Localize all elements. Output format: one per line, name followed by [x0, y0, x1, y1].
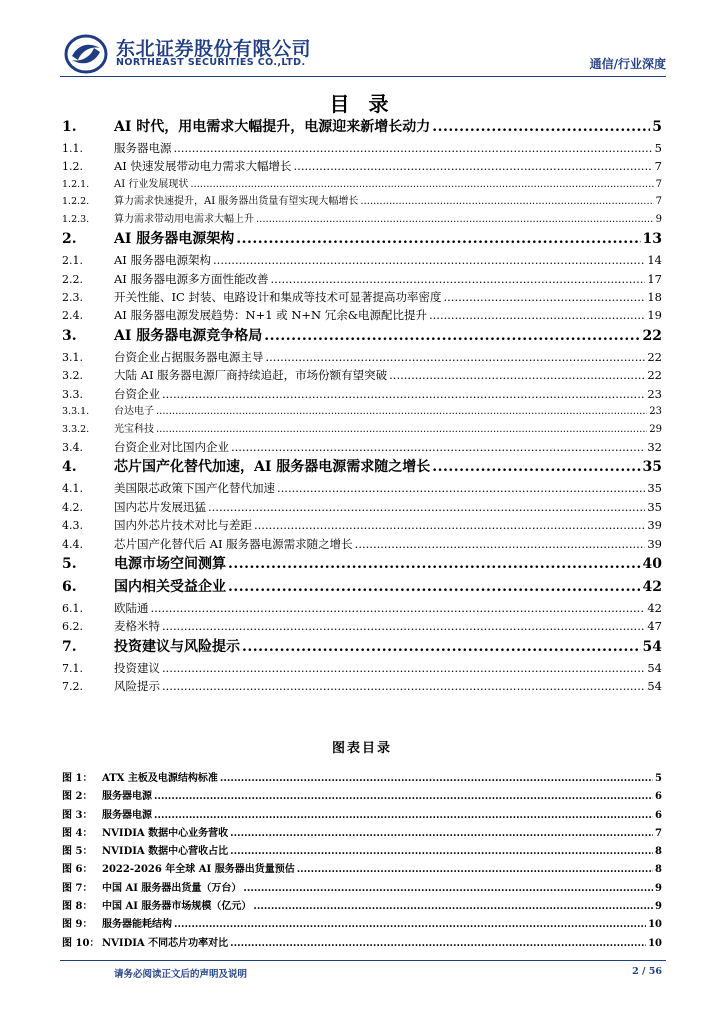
figure-entry-title: 2022-2026 年全球 AI 服务器出货量预估	[102, 864, 295, 876]
toc-entry-page: 54	[647, 660, 662, 675]
toc-entry-title: 算力需求带动用电需求大幅上升	[114, 213, 254, 225]
toc-entry[interactable]	[62, 456, 662, 479]
toc-entry-title: 大陆 AI 服务器电源厂商持续追赶，市场份额有望突破	[114, 368, 388, 383]
dot-leader	[156, 403, 647, 421]
figure-entry-number: 图 1：	[62, 773, 93, 784]
toc-entry[interactable]	[62, 306, 662, 324]
dot-leader	[156, 421, 647, 439]
toc-entry-page: 9	[655, 213, 662, 225]
figure-entry-page: 5	[655, 773, 662, 784]
dot-leader	[297, 861, 653, 879]
toc-entry[interactable]	[62, 535, 662, 553]
dot-leader	[236, 228, 640, 251]
toc-entry[interactable]	[62, 288, 662, 306]
figure-entry[interactable]	[62, 825, 662, 843]
toc-entry-page: 18	[647, 290, 662, 305]
toc-entry[interactable]	[62, 139, 662, 157]
toc-entry-number: 2.	[62, 231, 77, 248]
toc-entry-title: 国内相关受益企业	[114, 578, 226, 595]
footer-divider	[60, 960, 666, 961]
figure-entry-title: 中国 AI 服务器市场规模（亿元）	[102, 901, 252, 913]
toc-entry-number: 5.	[62, 555, 77, 572]
toc-entry-title: 国内外芯片技术对比与差距	[114, 518, 252, 533]
toc-entry-page: 14	[647, 253, 662, 268]
toc-entry-number: 2.4.	[62, 309, 83, 323]
figure-entry-number: 图 4：	[62, 827, 93, 839]
toc-entry[interactable]	[62, 385, 662, 403]
figure-entry-title: NVIDIA 数据中心业务营收	[102, 827, 229, 839]
dot-leader	[360, 193, 653, 211]
toc-entry[interactable]	[62, 438, 662, 456]
dot-leader	[254, 516, 645, 534]
figure-entry-number: 图 9：	[62, 919, 93, 931]
figure-entry-page: 9	[655, 901, 662, 913]
figure-entry[interactable]	[62, 861, 662, 879]
footer-disclaimer: 请务必阅读正文后的声明及说明	[114, 969, 248, 980]
toc-entry-page: 32	[647, 440, 662, 455]
toc-entry-page: 42	[642, 578, 662, 595]
toc-entry-page: 54	[647, 679, 662, 694]
dot-leader	[190, 176, 653, 194]
dot-leader	[432, 116, 650, 139]
toc-entry-page: 35	[642, 459, 662, 476]
toc-entry-page: 7	[655, 178, 662, 190]
figure-entry-page: 6	[655, 791, 662, 803]
toc-entry-page: 17	[647, 271, 662, 286]
toc-entry-number: 7.	[62, 638, 77, 655]
figure-entry-title: 服务器能耗结构	[102, 919, 172, 931]
toc-entry-number: 3.4.	[62, 441, 83, 455]
dot-leader	[162, 617, 645, 635]
toc-entry[interactable]	[62, 659, 662, 677]
toc-entry-number: 1.1.	[62, 142, 83, 155]
northeast-securities-logo-icon	[64, 34, 108, 74]
toc-entry-page: 29	[649, 423, 662, 435]
toc-entry-title: 台资企业	[114, 386, 160, 401]
toc-entry-title: AI 服务器电源发展趋势：N+1 或 N+N 冗余&电源配比提升	[114, 308, 427, 323]
toc-entry-page: 54	[642, 638, 662, 655]
figure-entry-title: NVIDIA 数据中心营收占比	[102, 846, 229, 858]
toc-entry-title: 投资建议与风险提示	[114, 638, 240, 655]
figure-entry-title: 服务器电源	[102, 791, 152, 803]
toc-entry-title: 台资企业占据服务器电源主导	[114, 349, 264, 364]
figure-entry-number: 图 6：	[62, 864, 93, 876]
figure-entry-number: 图 7：	[62, 882, 93, 894]
toc-entry-title: 风险提示	[114, 679, 160, 694]
figure-entry[interactable]	[62, 770, 662, 788]
figure-entry-title: NVIDIA 不同芯片功率对比	[102, 937, 229, 949]
toc-entry-number: 4.2.	[62, 500, 83, 514]
toc-entry-number: 3.3.1.	[62, 406, 90, 418]
toc-entry[interactable]	[62, 403, 662, 421]
toc-entry-title: 国内芯片发展迅猛	[114, 499, 206, 514]
toc-entry-number: 2.3.	[62, 291, 83, 305]
figures-heading: 图表目录	[331, 741, 392, 756]
page-number: 2 / 56	[632, 966, 662, 977]
figure-entry-page: 8	[655, 846, 662, 858]
toc-entry[interactable]	[62, 576, 662, 599]
toc-entry-title: 芯片国产化替代后 AI 服务器电源需求随之增长	[114, 536, 353, 551]
toc-entry[interactable]	[62, 636, 662, 659]
toc-entry-page: 13	[642, 231, 662, 248]
figure-entry[interactable]	[62, 880, 662, 898]
figure-entry-page: 8	[655, 864, 662, 876]
toc-entry-title: AI 快速发展带动电力需求大幅增长	[114, 159, 292, 174]
dot-leader	[228, 576, 641, 599]
figure-entry-page: 10	[648, 919, 662, 931]
toc-entry-page: 23	[649, 406, 662, 418]
report-type: 通信/行业深度	[589, 57, 666, 71]
toc-entry-page: 39	[647, 536, 662, 551]
toc-entry-page: 42	[647, 600, 662, 615]
toc-entry-title: AI 服务器电源架构	[114, 253, 212, 268]
toc-entry[interactable]	[62, 251, 662, 269]
toc-entry-page: 5	[652, 119, 662, 135]
toc-entry-number: 4.3.	[62, 519, 83, 533]
toc-entry-title: 麦格米特	[114, 619, 160, 634]
dot-leader	[389, 366, 645, 384]
dot-leader	[294, 157, 653, 175]
toc-entry[interactable]	[62, 553, 662, 576]
toc-entry-title: 台达电子	[114, 406, 154, 418]
figure-entry[interactable]	[62, 788, 662, 806]
toc-entry-page: 35	[647, 499, 662, 514]
toc-entry-title: AI 服务器电源多方面性能改善	[114, 271, 269, 286]
dot-leader	[220, 770, 653, 788]
figure-entry[interactable]	[62, 916, 662, 934]
figure-entry[interactable]	[62, 935, 662, 953]
toc-entry-title: 台资企业对比国内企业	[114, 440, 229, 455]
toc-heading: 目 录	[329, 92, 395, 116]
figure-entry[interactable]	[62, 843, 662, 861]
dot-leader	[444, 288, 646, 306]
figure-entry-title: ATX 主板及电源结构标准	[102, 773, 218, 784]
page-header	[0, 0, 724, 80]
toc-entry-number: 4.1.	[62, 482, 83, 496]
dot-leader	[432, 456, 640, 479]
toc-entry[interactable]	[62, 498, 662, 516]
toc-entry[interactable]	[62, 479, 662, 497]
toc-entry-number: 3.2.	[62, 369, 83, 383]
toc-entry-number: 1.2.3.	[62, 213, 90, 225]
toc-entry-number: 6.	[62, 578, 77, 595]
figure-entry-title: 中国 AI 服务器出货量（万台）	[102, 882, 242, 894]
toc-entry-page: 40	[642, 555, 662, 572]
company-name-cn: 东北证券股份有限公司	[116, 38, 312, 60]
dot-leader	[271, 270, 646, 288]
toc-entry-number: 1.2.2.	[62, 196, 90, 208]
toc-entry[interactable]	[62, 228, 662, 251]
dot-leader	[230, 825, 653, 843]
toc-entry-number: 1.	[62, 119, 77, 135]
figure-entry-page: 9	[655, 882, 662, 894]
toc-entry-title: 电源市场空间测算	[114, 555, 226, 572]
toc-entry-number: 3.3.2.	[62, 423, 90, 435]
toc-entry-number: 3.3.	[62, 387, 83, 401]
toc-entry[interactable]	[62, 193, 662, 211]
toc-entry-number: 6.2.	[62, 620, 83, 634]
toc-entry-title: 美国限芯政策下国产化替代加速	[114, 481, 275, 496]
header-divider	[60, 76, 666, 77]
dot-leader	[230, 843, 653, 861]
dot-leader	[243, 880, 653, 898]
toc-entry-page: 22	[642, 327, 662, 344]
toc-entry-number: 2.1.	[62, 254, 83, 268]
toc-entry-page: 22	[647, 368, 662, 383]
dot-leader	[228, 553, 641, 576]
dot-leader	[355, 535, 646, 553]
toc-entry[interactable]	[62, 516, 662, 534]
toc-entry-page: 19	[647, 308, 662, 323]
dot-leader	[213, 251, 645, 269]
dot-leader	[151, 599, 646, 617]
toc-entry-page: 39	[647, 518, 662, 533]
dot-leader	[256, 211, 654, 229]
toc-entry[interactable]	[62, 270, 662, 288]
dot-leader	[162, 385, 645, 403]
toc-entry[interactable]	[62, 348, 662, 366]
figure-entry-number: 图 3：	[62, 809, 93, 821]
toc-entry-title: 算力需求快速提升，AI 服务器出货量有望实现大幅增长	[114, 196, 359, 208]
figure-entry-page: 6	[655, 809, 662, 821]
dot-leader	[174, 139, 653, 157]
toc-entry-number: 3.	[62, 327, 77, 344]
dot-leader	[264, 325, 640, 348]
toc-entry[interactable]	[62, 366, 662, 384]
toc-entry-number: 2.2.	[62, 272, 83, 286]
toc-entry-number: 3.1.	[62, 350, 83, 364]
dot-leader	[277, 479, 645, 497]
toc-entry[interactable]	[62, 677, 662, 695]
toc-entry-number: 7.2.	[62, 680, 83, 694]
toc-entry[interactable]	[62, 211, 662, 229]
toc-entry-number: 4.4.	[62, 537, 83, 551]
figure-entry[interactable]	[62, 898, 662, 916]
toc-entry-title: AI 服务器电源架构	[114, 231, 235, 248]
figure-entry[interactable]	[62, 807, 662, 825]
toc-entry-page: 23	[647, 386, 662, 401]
dot-leader	[162, 677, 645, 695]
toc-entry[interactable]	[62, 325, 662, 348]
toc-entry-number: 1.2.	[62, 160, 83, 174]
figure-entry-number: 图 8：	[62, 901, 93, 913]
toc-entry[interactable]	[62, 176, 662, 194]
dot-leader	[174, 916, 646, 934]
toc-entry[interactable]	[62, 421, 662, 439]
dot-leader	[162, 659, 645, 677]
dot-leader	[154, 788, 653, 806]
toc-entry[interactable]	[62, 617, 662, 635]
dot-leader	[231, 438, 645, 456]
toc-entry-page: 47	[647, 619, 662, 634]
toc-entry-page: 7	[655, 196, 662, 208]
toc-entry-number: 7.1.	[62, 661, 83, 675]
figure-entry-page: 10	[648, 937, 662, 949]
toc-entry-page: 22	[647, 349, 662, 364]
dot-leader	[230, 935, 646, 953]
toc-entry-number: 6.1.	[62, 601, 83, 615]
toc-entry-title: AI 时代，用电需求大幅提升，电源迎来新增长动力	[114, 119, 431, 135]
list-of-figures	[62, 770, 662, 953]
figure-entry-title: 服务器电源	[102, 809, 152, 821]
toc-entry-page: 5	[654, 141, 662, 155]
toc-entry-title: 欧陆通	[114, 600, 149, 615]
toc-entry-title: 芯片国产化替代加速，AI 服务器电源需求随之增长	[114, 459, 431, 476]
toc-entry[interactable]	[62, 599, 662, 617]
toc-entry-title: 开关性能、IC 封装、电路设计和集成等技术可显著提高功率密度	[114, 290, 442, 305]
toc-entry-page: 35	[647, 481, 662, 496]
dot-leader	[154, 807, 653, 825]
dot-leader	[429, 306, 645, 324]
toc-entry-title: 服务器电源	[114, 141, 172, 155]
toc-entry-number: 1.2.1.	[62, 178, 90, 190]
table-of-contents	[62, 116, 662, 696]
toc-entry-title: AI 行业发展现状	[114, 178, 189, 190]
toc-entry[interactable]	[62, 157, 662, 175]
figure-entry-number: 图 2：	[62, 791, 93, 803]
toc-entry-number: 4.	[62, 459, 77, 476]
figure-entry-page: 7	[655, 827, 662, 839]
dot-leader	[208, 498, 645, 516]
dot-leader	[242, 636, 641, 659]
dot-leader	[253, 898, 653, 916]
toc-entry-title: 投资建议	[114, 660, 160, 675]
company-name-en: NORTHEAST SECURITIES CO.,LTD.	[116, 57, 306, 68]
dot-leader	[266, 348, 646, 366]
toc-entry-title: AI 服务器电源竞争格局	[114, 327, 263, 344]
figure-entry-number: 图 10：	[62, 937, 100, 949]
toc-entry-page: 7	[654, 159, 662, 174]
toc-entry[interactable]	[62, 116, 662, 139]
toc-entry-title: 光宝科技	[114, 423, 154, 435]
figure-entry-number: 图 5：	[62, 846, 93, 858]
